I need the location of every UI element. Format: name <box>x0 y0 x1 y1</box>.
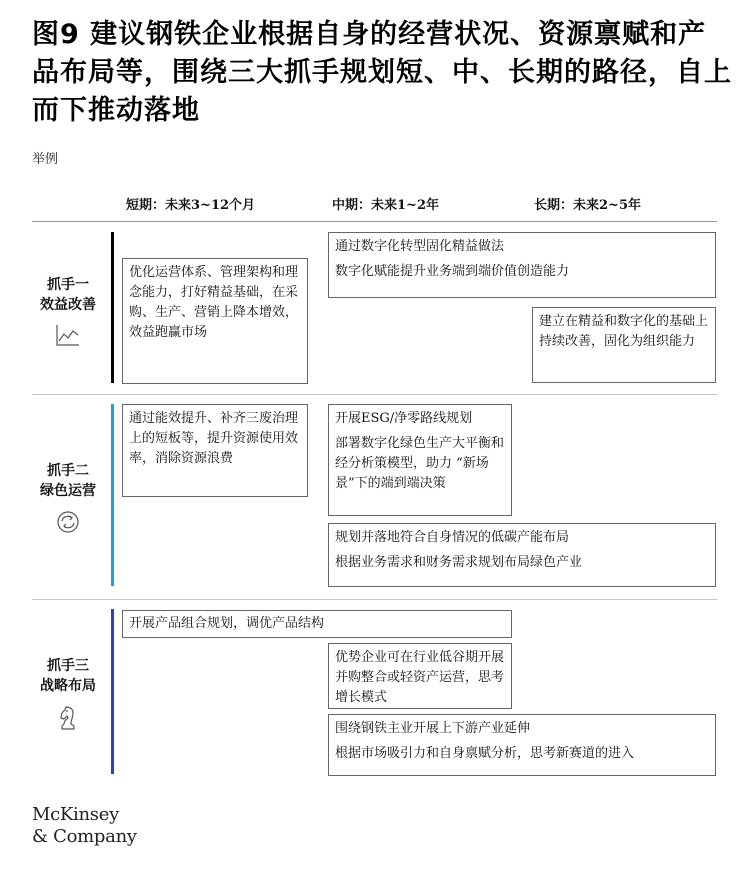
box-text: 根据市场吸引力和自身禀赋分析，思考新赛道的进入 <box>335 746 635 761</box>
box-green-long <box>328 523 716 587</box>
box-text: 围绕钢铁主业开展上下游产业延伸 <box>335 721 531 736</box>
lever-3-bar <box>111 609 114 774</box>
chess-knight-icon <box>56 704 80 732</box>
recycle-globe-icon <box>55 509 81 535</box>
mckinsey-logo <box>32 804 137 848</box>
row-divider-2 <box>32 599 717 600</box>
row-divider-1 <box>32 394 717 395</box>
lever-2-line2: 绿色运营 <box>40 483 96 499</box>
lever-2-label <box>32 461 104 535</box>
lever-3-line1: 抓手三 <box>47 658 89 674</box>
box-text: 开展ESG/净零路线规划 <box>335 411 473 426</box>
box-text: 建立在精益和数字化的基础上持续改善，固化为组织能力 <box>539 314 709 349</box>
box-text: 数字化赋能提升业务端到端价值创造能力 <box>335 264 570 279</box>
box-efficiency-mid <box>328 232 716 298</box>
box-text: 开展产品组合规划，调优产品结构 <box>129 616 325 631</box>
box-text: 通过数字化转型固化精益做法 <box>335 239 505 254</box>
box-strategy-short <box>122 610 512 638</box>
lever-1-line1: 抓手一 <box>47 277 89 293</box>
column-header-short: 短期：未来3~12个月 <box>126 198 256 213</box>
lever-3-line2: 战略布局 <box>40 678 96 694</box>
lever-1-bar <box>111 232 114 383</box>
lever-2-line1: 抓手二 <box>47 463 89 479</box>
box-text: 部署数字化绿色生产大平衡和经分析策模型，助力 “新场景”下的端到端决策 <box>335 436 505 491</box>
column-header-long: 长期：未来2~5年 <box>534 198 641 213</box>
box-efficiency-short <box>122 258 308 384</box>
header-divider <box>32 221 717 222</box>
box-green-short <box>122 404 308 497</box>
box-text: 优势企业可在行业低谷期开展并购整合或轻资产运营，思考增长模式 <box>335 650 505 705</box>
box-efficiency-long <box>532 307 716 383</box>
box-green-mid <box>328 404 512 516</box>
box-text: 根据业务需求和财务需求规划布局绿色产业 <box>335 555 583 570</box>
line-chart-icon <box>55 323 81 347</box>
lever-1-line2: 效益改善 <box>40 297 96 313</box>
logo-line1: McKinsey <box>32 804 119 825</box>
box-strategy-mid <box>328 643 512 709</box>
box-strategy-long <box>328 714 716 776</box>
lever-1-label <box>32 275 104 347</box>
example-label: 举例 <box>32 152 59 167</box>
box-text: 规划并落地符合自身情况的低碳产能布局 <box>335 530 570 545</box>
figure-title: 图9 建议钢铁企业根据自身的经营状况、资源禀赋和产品布局等，围绕三大抓手规划短、中、长期的路径，自上而下推动落地 <box>32 19 732 126</box>
box-text: 优化运营体系、管理架构和理念能力，打好精益基础，在采购、生产、营销上降本增效，效益跑赢市场 <box>129 265 299 340</box>
lever-3-label <box>32 656 104 732</box>
logo-line2: & Company <box>32 826 137 847</box>
lever-2-bar <box>111 404 114 586</box>
box-text: 通过能效提升、补齐三废治理上的短板等，提升资源使用效率，消除资源浪费 <box>129 411 299 466</box>
column-header-mid: 中期：未来1~2年 <box>332 198 439 213</box>
